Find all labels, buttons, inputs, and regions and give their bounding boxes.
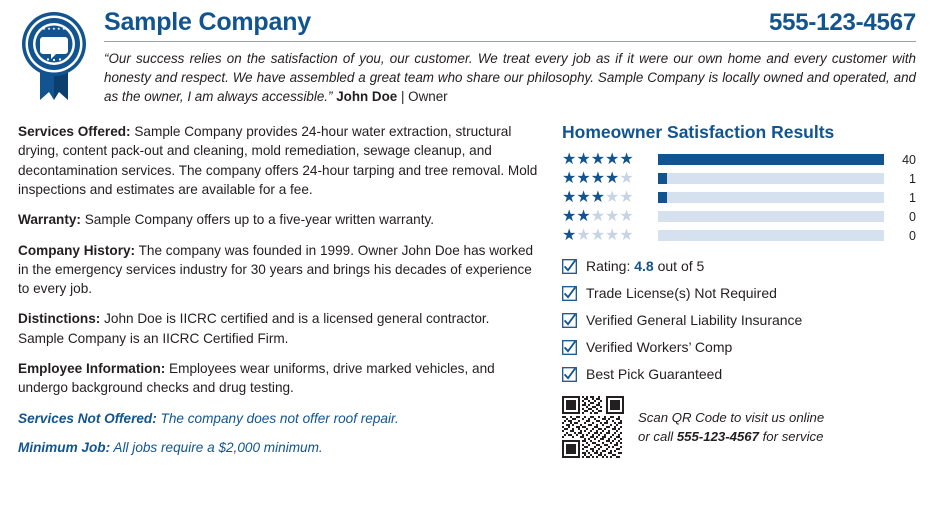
owner-quote	[104, 49, 916, 106]
section-services-not-offered	[18, 409, 538, 428]
section-minimum-job	[18, 438, 538, 457]
bar-track	[658, 173, 884, 184]
qr-block	[562, 396, 916, 458]
section-text: All jobs require a $2,000 minimum.	[110, 439, 323, 455]
bar-track	[658, 230, 884, 241]
section-label: Company History:	[18, 242, 136, 258]
section-label: Employee Information:	[18, 361, 166, 377]
section-label: Warranty:	[18, 212, 81, 228]
rating-row-2	[562, 208, 916, 225]
checklist-item-rating	[562, 258, 916, 274]
section-services-offered	[18, 122, 538, 199]
checklist-label: Verified General Liability Insurance	[586, 312, 803, 329]
rating-value: 4.8	[634, 258, 654, 275]
quote-text: “Our success relies on the satisfaction of you, our customer. We treat every job as if it were our own home and every customer with honesty and respect. We have assembled a great team who share our philosophy. Sample Company is locally owned and operated, and as the owner, I am always accessible.”	[104, 51, 916, 105]
rating-row-1	[562, 227, 916, 244]
checkbox-checked-icon	[562, 313, 577, 328]
qr-line-1: Scan QR Code to visit us online	[638, 409, 825, 425]
header	[18, 8, 916, 106]
rating-count-1: 0	[909, 228, 916, 243]
bar-track	[658, 154, 884, 165]
checkbox-checked-icon	[562, 259, 577, 274]
company-name: Sample Company	[104, 8, 311, 36]
right-column	[562, 122, 916, 467]
bar-track	[658, 211, 884, 222]
qr-code-icon[interactable]	[562, 396, 624, 458]
section-label: Minimum Job:	[18, 439, 111, 455]
qr-instructions	[638, 408, 824, 446]
checklist-item-liability-insurance	[562, 312, 916, 328]
title-row	[104, 8, 916, 42]
bar-fill	[658, 173, 667, 184]
header-text	[104, 8, 916, 106]
star-rating-5: ★★★★★	[562, 150, 634, 168]
rating-count-3: 1	[909, 190, 916, 205]
section-text: John Doe is IICRC certified and is a licensed general contractor. Sample Company is an IICRC Certified Firm.	[18, 311, 490, 346]
bar-fill	[658, 154, 884, 165]
section-text: The company does not offer roof repair.	[156, 410, 399, 426]
satisfaction-bars	[562, 151, 916, 244]
checklist-label: Trade License(s) Not Required	[586, 285, 777, 302]
section-text: Sample Company provides 24-hour water extraction, structural drying, content pack-out and cleaning, mold remediation, sewage cleanup, and decontamination services. The company offers 24-hour tarping and tree removal. Mold inspections and estimates are available for a fee.	[18, 124, 538, 197]
checkbox-checked-icon	[562, 286, 577, 301]
checkbox-checked-icon	[562, 367, 577, 382]
section-label: Distinctions:	[18, 311, 101, 327]
checkbox-checked-icon	[562, 340, 577, 355]
checklist-item-trade-license	[562, 285, 916, 301]
section-warranty	[18, 210, 538, 229]
star-rating-2: ★★★★★	[562, 207, 634, 225]
checklist-item-best-pick-guaranteed	[562, 366, 916, 382]
rating-count-4: 1	[909, 171, 916, 186]
rating-row-3	[562, 189, 916, 206]
checklist	[562, 258, 916, 382]
rating-count-5: 40	[902, 152, 916, 167]
qr-line-2: or call 555-123-4567 for service	[638, 429, 824, 445]
svg-text:★ ★ ★ ★ ★: ★ ★ ★ ★ ★	[42, 26, 66, 31]
section-label: Services Not Offered:	[18, 410, 157, 426]
checklist-item-workers-comp	[562, 339, 916, 355]
rating-count-2: 0	[909, 209, 916, 224]
qr-phone: 555-123-4567	[676, 429, 759, 445]
satisfaction-title: Homeowner Satisfaction Results	[562, 122, 835, 143]
body	[18, 122, 916, 467]
bar-fill	[658, 192, 667, 203]
rating-row-5	[562, 151, 916, 168]
section-text: Employees wear uniforms, drive marked vehicles, and undergo background checks and drug testing.	[18, 361, 495, 396]
section-text: The company was founded in 1999. Owner John Doe has worked in the emergency services industry for 30 years and brings his decades of experience to every job.	[18, 242, 534, 297]
checklist-label: Rating: 4.8 out of 5	[586, 258, 705, 275]
left-column	[18, 122, 538, 467]
section-company-history	[18, 241, 538, 299]
best-pick-seal-icon	[18, 10, 90, 102]
section-employee-information	[18, 359, 538, 398]
checklist-label: Verified Workers’ Comp	[586, 339, 733, 356]
checklist-label: Best Pick Guaranteed	[586, 366, 723, 383]
owner-title: | Owner	[400, 89, 448, 105]
owner-name: John Doe	[336, 89, 398, 105]
star-rating-3: ★★★★★	[562, 188, 634, 206]
section-distinctions	[18, 309, 538, 348]
star-rating-4: ★★★★★	[562, 169, 634, 187]
section-label: Services Offered:	[18, 124, 131, 140]
bar-track	[658, 192, 884, 203]
rating-row-4	[562, 170, 916, 187]
star-rating-1: ★★★★★	[562, 226, 634, 244]
company-phone[interactable]: 555-123-4567	[768, 9, 916, 36]
section-text: Sample Company offers up to a five-year written warranty.	[80, 212, 435, 228]
